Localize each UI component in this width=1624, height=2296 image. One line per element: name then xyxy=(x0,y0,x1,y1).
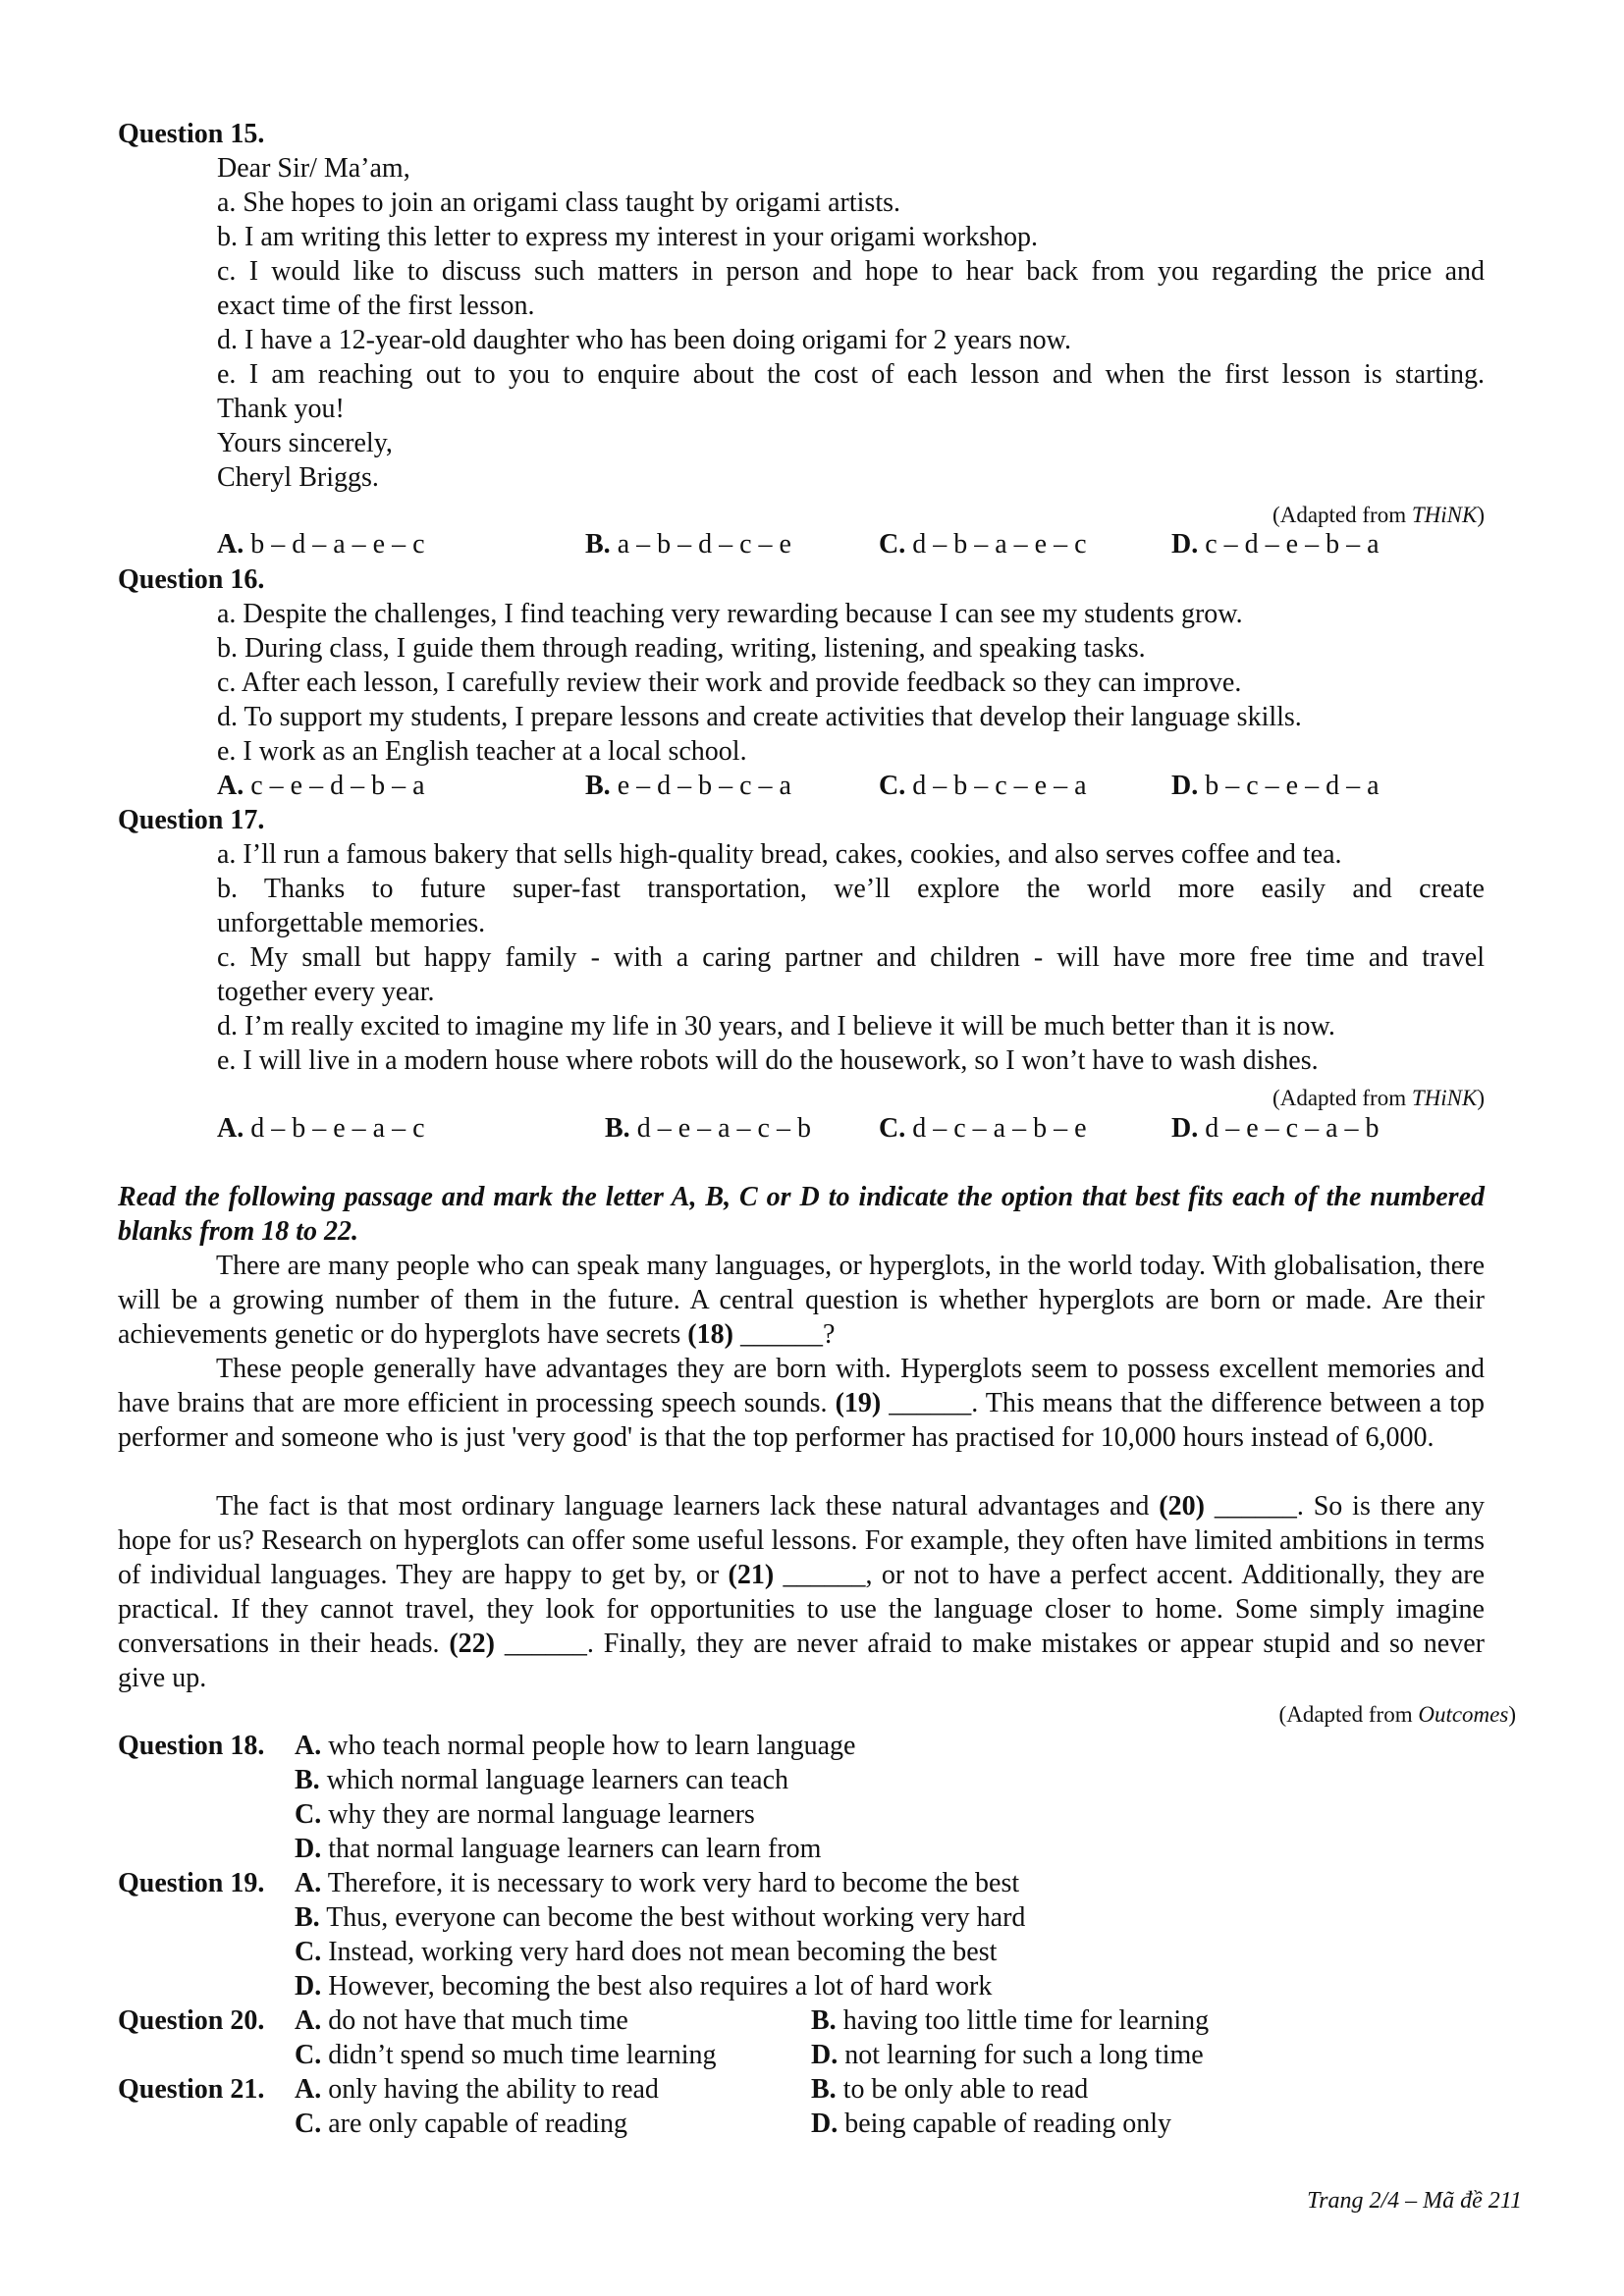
q17-option-d[interactable]: D. d – e – c – a – b xyxy=(1171,1113,1380,1144)
q15-option-b[interactable]: B. a – b – d – c – e xyxy=(585,529,791,560)
q21-option-c[interactable]: C. are only capable of reading xyxy=(295,2109,627,2139)
q17-line: together every year. xyxy=(217,977,435,1007)
question-18-label: Question 18. xyxy=(118,1731,265,1761)
passage-paragraph-2: These people generally have advantages they are born with. Hyperglots seem to possess excellent memories and have brains that are more efficient in processing speech sounds. (19) ______. This means that the difference between a top performer and someone who is just 'very good' is that the top performer has practised for 10,000 hours instead of 6,000. xyxy=(118,1354,1485,1453)
passage-paragraph-1: There are many people who can speak many languages, or hyperglots, in the world today. With globalisation, there will be a growing number of them in the future. A central question is whether hyperglots are born or made. Are their achievements genetic or do hyperglots have secrets (18) ______? xyxy=(118,1251,1485,1350)
q18-option-b[interactable]: B. which normal language learners can teach xyxy=(295,1765,789,1795)
q18-option-a[interactable]: A. who teach normal people how to learn language xyxy=(295,1731,856,1761)
q19-option-a[interactable]: A. Therefore, it is necessary to work very hard to become the best xyxy=(295,1868,1020,1898)
q16-option-a[interactable]: A. c – e – d – b – a xyxy=(217,771,425,801)
q17-option-a[interactable]: A. d – b – e – a – c xyxy=(217,1113,425,1144)
q16-option-d[interactable]: D. b – c – e – d – a xyxy=(1171,771,1380,801)
q17-source: (Adapted from THiNK) xyxy=(1272,1086,1485,1110)
q21-option-a[interactable]: A. only having the ability to read xyxy=(295,2074,659,2105)
q17-line: e. I will live in a modern house where robots will do the housework, so I won’t have to wash dishes. xyxy=(217,1045,1319,1076)
q15-line: b. I am writing this letter to express my interest in your origami workshop. xyxy=(217,222,1038,252)
q17-line: b. Thanks to future super-fast transportation, we’ll explore the world more easily and create xyxy=(217,874,1485,904)
q21-option-d[interactable]: D. being capable of reading only xyxy=(811,2109,1171,2139)
q15-line: Yours sincerely, xyxy=(217,428,393,458)
q15-line: exact time of the first lesson. xyxy=(217,291,535,321)
q18-option-c[interactable]: C. why they are normal language learners xyxy=(295,1799,755,1830)
q17-line: c. My small but happy family - with a caring partner and children - will have more free time and travel xyxy=(217,942,1485,973)
q15-source: (Adapted from THiNK) xyxy=(1272,503,1485,527)
passage-paragraph-3: The fact is that most ordinary language learners lack these natural advantages and (20) ______. So is there any hope for us? Research on hyperglots can offer some useful lessons. For example, they often have limited ambitions in terms of individual languages. They are happy to get by, or (21) ______, or not to have a perfect accent. Additionally, they are practical. If they cannot travel, they look for opportunities to use the language closer to home. Some simply imagine conversations in their heads. (22) ______. Finally, they are never afraid to make mistakes or appear stupid and so never give up. xyxy=(118,1491,1486,1693)
passage-source: (Adapted from Outcomes) xyxy=(1278,1702,1516,1727)
q17-line: d. I’m really excited to imagine my life in 30 years, and I believe it will be much better than it is now. xyxy=(217,1011,1335,1041)
q15-option-c[interactable]: C. d – b – a – e – c xyxy=(879,529,1087,560)
q18-option-d[interactable]: D. that normal language learners can learn from xyxy=(295,1834,822,1864)
q15-line: Cheryl Briggs. xyxy=(217,462,379,493)
question-16-label: Question 16. xyxy=(118,564,265,595)
q16-line: b. During class, I guide them through reading, writing, listening, and speaking tasks. xyxy=(217,633,1146,664)
q20-option-c[interactable]: C. didn’t spend so much time learning xyxy=(295,2040,717,2070)
q19-option-b[interactable]: B. Thus, everyone can become the best without working very hard xyxy=(295,1902,1026,1933)
q15-line: a. She hopes to join an origami class taught by origami artists. xyxy=(217,187,900,218)
q20-option-a[interactable]: A. do not have that much time xyxy=(295,2005,628,2036)
q15-line: c. I would like to discuss such matters in person and hope to hear back from you regarding the price and xyxy=(217,256,1485,287)
page-footer: Trang 2/4 – Mã đề 211 xyxy=(1307,2188,1522,2214)
q19-option-d[interactable]: D. However, becoming the best also requires a lot of hard work xyxy=(295,1971,993,2002)
q16-line: a. Despite the challenges, I find teaching very rewarding because I can see my students grow. xyxy=(217,599,1243,629)
q16-line: c. After each lesson, I carefully review their work and provide feedback so they can improve. xyxy=(217,667,1242,698)
q16-option-c[interactable]: C. d – b – c – e – a xyxy=(879,771,1087,801)
question-19-label: Question 19. xyxy=(118,1868,265,1898)
q15-option-d[interactable]: D. c – d – e – b – a xyxy=(1171,529,1380,560)
q15-option-a[interactable]: A. b – d – a – e – c xyxy=(217,529,425,560)
question-20-label: Question 20. xyxy=(118,2005,265,2036)
q15-line: Thank you! xyxy=(217,394,345,424)
q16-line: e. I work as an English teacher at a local school. xyxy=(217,736,747,767)
q17-line: a. I’ll run a famous bakery that sells high-quality bread, cakes, cookies, and also serves coffee and tea. xyxy=(217,839,1342,870)
question-15-label: Question 15. xyxy=(118,119,265,149)
q20-option-d[interactable]: D. not learning for such a long time xyxy=(811,2040,1204,2070)
q15-line: d. I have a 12-year-old daughter who has been doing origami for 2 years now. xyxy=(217,325,1072,355)
q21-option-b[interactable]: B. to be only able to read xyxy=(811,2074,1089,2105)
q16-option-b[interactable]: B. e – d – b – c – a xyxy=(585,771,791,801)
q19-option-c[interactable]: C. Instead, working very hard does not mean becoming the best xyxy=(295,1937,998,1967)
q20-option-b[interactable]: B. having too little time for learning xyxy=(811,2005,1210,2036)
q17-option-c[interactable]: C. d – c – a – b – e xyxy=(879,1113,1087,1144)
q17-line: unforgettable memories. xyxy=(217,908,486,938)
reading-instruction: Read the following passage and mark the letter A, B, C or D to indicate the option that best fits each of the numbered blanks from 18 to 22. xyxy=(118,1182,1485,1247)
q17-option-b[interactable]: B. d – e – a – c – b xyxy=(605,1113,811,1144)
question-21-label: Question 21. xyxy=(118,2074,265,2105)
question-17-label: Question 17. xyxy=(118,805,265,835)
q15-line: e. I am reaching out to you to enquire about the cost of each lesson and when the first lesson is starting. xyxy=(217,359,1485,390)
q15-line: Dear Sir/ Ma’am, xyxy=(217,153,410,184)
q16-line: d. To support my students, I prepare lessons and create activities that develop their language skills. xyxy=(217,702,1302,732)
